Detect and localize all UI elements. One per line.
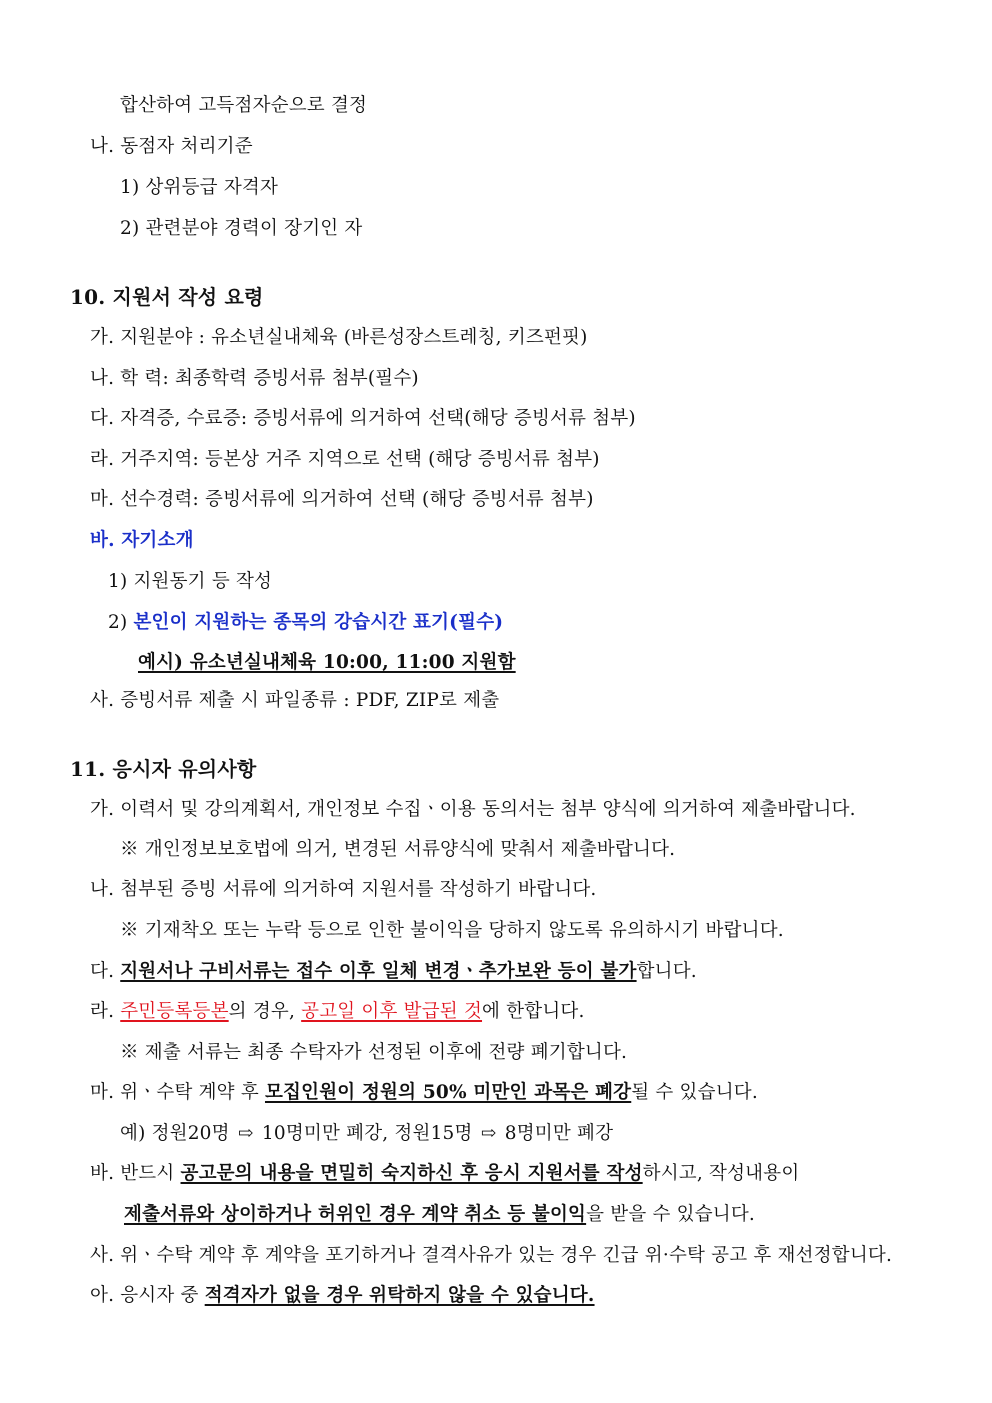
list-item xyxy=(90,1081,758,1105)
list-item: 나. 학 력: 최종학력 증빙서류 첨부(필수) xyxy=(90,368,419,389)
emphasis-text: 지원서나 구비서류는 접수 이후 일체 변경ㆍ추가보완 등이 불가 xyxy=(120,961,637,982)
list-item: 1) 지원동기 등 작성 xyxy=(108,571,273,592)
item-suffix: 합니다. xyxy=(636,961,697,982)
item-suffix: 될 수 있습니다. xyxy=(631,1082,758,1103)
list-item: 가. 이력서 및 강의계획서, 개인정보 수집ㆍ이용 동의서는 첨부 양식에 의거하여 제출바랍니다. xyxy=(90,799,856,820)
list-item xyxy=(90,1284,595,1308)
arrow-right-icon: ⇨ xyxy=(237,1123,254,1144)
list-item: 1) 상위등급 자격자 xyxy=(120,177,279,198)
list-item: 마. 선수경력: 증빙서류에 의거하여 선택 (해당 증빙서류 첨부) xyxy=(90,489,594,510)
list-item xyxy=(90,960,697,984)
list-item-highlight: 바. 자기소개 xyxy=(90,530,194,551)
list-item: 나. 첨부된 증빙 서류에 의거하여 지원서를 작성하기 바랍니다. xyxy=(90,879,597,900)
example-part: 8명미만 폐강 xyxy=(498,1123,614,1144)
example-text xyxy=(120,1122,613,1146)
item-prefix: 마. 위ㆍ수탁 계약 후 xyxy=(90,1082,265,1103)
note: ※ 개인정보보호법에 의거, 변경된 서류양식에 맞춰서 제출바랍니다. xyxy=(120,839,676,860)
item-number: 2) xyxy=(108,612,134,633)
section-heading-11: 11. 응시자 유의사항 xyxy=(70,757,257,781)
example-part: 10명미만 폐강, 정원15명 xyxy=(255,1123,479,1144)
arrow-right-icon: ⇨ xyxy=(480,1123,497,1144)
emphasis-text-red: 주민등록등본 xyxy=(120,1001,229,1022)
list-item: 2) 관련분야 경력이 장기인 자 xyxy=(120,218,363,239)
item-prefix: 라. xyxy=(90,1001,121,1022)
emphasis-text: 제출서류와 상이하거나 허위인 경우 계약 취소 등 불이익 xyxy=(124,1204,587,1225)
emphasis-text-red: 공고일 이후 발급된 것 xyxy=(301,1001,483,1022)
item-prefix: 아. 응시자 중 xyxy=(90,1285,205,1306)
section-heading-10: 10. 지원서 작성 요령 xyxy=(70,285,264,309)
list-item-continued xyxy=(124,1203,755,1227)
item-mid: 의 경우, xyxy=(228,1001,302,1022)
list-item xyxy=(90,1162,799,1186)
list-item: 사. 위ㆍ수탁 계약 후 계약을 포기하거나 결격사유가 있는 경우 긴급 위·수탁 공고 후 재선정합니다. xyxy=(90,1245,893,1266)
example-part: 예) 정원20명 xyxy=(120,1123,236,1144)
emphasis-text: 적격자가 없을 경우 위탁하지 않을 수 있습니다. xyxy=(204,1285,595,1306)
list-item: 다. 자격증, 수료증: 증빙서류에 의거하여 선택(해당 증빙서류 첨부) xyxy=(90,408,636,429)
list-item xyxy=(108,611,503,635)
item-prefix: 바. 반드시 xyxy=(90,1163,181,1184)
list-item: 가. 지원분야 : 유소년실내체육 (바른성장스트레칭, 키즈펀핏) xyxy=(90,327,588,348)
emphasis-text: 모집인원이 정원의 50% 미만인 과목은 폐강 xyxy=(264,1082,632,1103)
list-item xyxy=(90,1000,585,1024)
item-suffix: 을 받을 수 있습니다. xyxy=(586,1204,756,1225)
emphasis-text: 공고문의 내용을 면밀히 숙지하신 후 응시 지원서를 작성 xyxy=(180,1163,643,1184)
list-item: 사. 증빙서류 제출 시 파일종류 : PDF, ZIP로 제출 xyxy=(90,690,500,711)
subheading: 나. 동점자 처리기준 xyxy=(90,136,253,157)
note: ※ 기재착오 또는 누락 등으로 인한 불이익을 당하지 않도록 유의하시기 바랍니다. xyxy=(120,920,784,941)
list-item: 라. 거주지역: 등본상 거주 지역으로 선택 (해당 증빙서류 첨부) xyxy=(90,449,600,470)
note: ※ 제출 서류는 최종 수탁자가 선정된 이후에 전량 폐기합니다. xyxy=(120,1042,628,1063)
item-suffix: 하시고, 작성내용이 xyxy=(642,1163,800,1184)
highlight-text: 본인이 지원하는 종목의 강습시간 표기(필수) xyxy=(133,612,504,633)
item-suffix: 에 한합니다. xyxy=(482,1001,585,1022)
text-line: 합산하여 고득점자순으로 결정 xyxy=(120,95,368,116)
example-text: 예시) 유소년실내체육 10:00, 11:00 지원함 xyxy=(138,652,516,673)
item-prefix: 다. xyxy=(90,961,121,982)
